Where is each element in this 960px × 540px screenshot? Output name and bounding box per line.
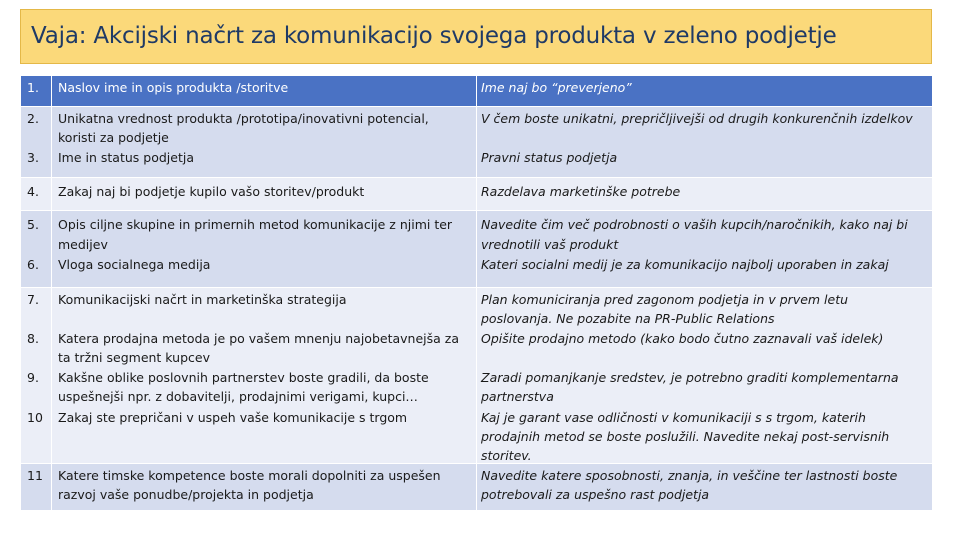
row-number: 3. [27,150,39,165]
row-note: partnerstva [481,389,554,404]
row-number: 10 [27,410,43,425]
row-text: Vloga socialnega medija [58,257,211,272]
row-note: prodajnih metod se boste poslužili. Navedite nekaj post-servisnih [481,429,890,444]
table-row [21,178,932,210]
row-text: Zakaj ste prepričani v uspeh vaše komunikacije s trgom [58,410,408,425]
table-row [21,107,932,177]
table-row [21,211,932,287]
table-row [21,464,932,510]
row-note: Navedite katere sposobnosti, znanja, in veščine ter lastnosti boste [481,468,898,483]
row-text: Katere timske kompetence boste morali dopolniti za uspešen [58,468,441,483]
row-text: Unikatna vrednost produkta /prototipa/inovativni potencial, [58,111,429,126]
header-col2: Ime naj bo “preverjeno” [477,76,932,106]
row-text: uspešnejši npr. z dobavitelji, prodajnimi verigami, kupci… [58,389,418,404]
header-col1: Naslov ime in opis produkta /storitve [52,76,476,106]
row-note: Navedite čim več podrobnosti o vaših kupcih/naročnikih, kako naj bi [481,217,908,232]
row-text: Zakaj naj bi podjetje kupilo vašo storitev/produkt [58,184,365,199]
row-text: ta tržni segment kupcev [58,350,210,365]
header-number: 1. [21,76,51,106]
row-note: Kaj je garant vase odličnosti v komunikaciji s s trgom, katerih [481,410,866,425]
row-note: storitev. [481,448,532,463]
row-note: V čem boste unikatni, prepričljivejši od drugih konkurenčnih izdelkov [481,111,913,126]
row-note: Zaradi pomanjkanje sredstev, je potrebno graditi komplementarna [481,370,899,385]
title-box [20,9,932,64]
row-text: medijev [58,237,108,252]
row-note: vrednotili vaš produkt [481,237,619,252]
row-number: 7. [27,292,39,307]
table-header-row [21,76,932,106]
row-note: potrebovali za uspešno rast podjetja [481,487,710,502]
row-text: Katera prodajna metoda je po vašem mnenju najobetavnejša za [58,331,459,346]
row-note: Kateri socialni medij je za komunikacijo najbolj uporaben in zakaj [481,257,889,272]
row-number: 2. [27,111,39,126]
table-row [21,288,932,463]
row-text: koristi za podjetje [58,130,169,145]
row-text: razvoj vaše ponudbe/projekta in podjetja [58,487,314,502]
row-text: Kakšne oblike poslovnih partnerstev boste gradili, da boste [58,370,429,385]
row-note: Plan komuniciranja pred zagonom podjetja in v prvem letu [481,292,849,307]
row-note: Pravni status podjetja [481,150,618,165]
row-number: 6. [27,257,39,272]
page-title: Vaja: Akcijski načrt za komunikacijo svojega produkta v zeleno podjetje [31,23,837,49]
row-number: 4. [27,184,39,199]
row-note: poslovanja. Ne pozabite na PR-Public Relations [481,311,775,326]
row-number: 9. [27,370,39,385]
row-note: Razdelava marketinške potrebe [481,184,681,199]
row-number: 5. [27,217,39,232]
row-note: Opišite prodajno metodo (kako bodo čutno zaznavali vaš idelek) [481,331,884,346]
row-text: Komunikacijski načrt in marketinška strategija [58,292,347,307]
row-text: Opis ciljne skupine in primernih metod komunikacije z njimi ter [58,217,453,232]
row-number: 11 [27,468,43,483]
row-number: 8. [27,331,39,346]
row-text: Ime in status podjetja [58,150,194,165]
